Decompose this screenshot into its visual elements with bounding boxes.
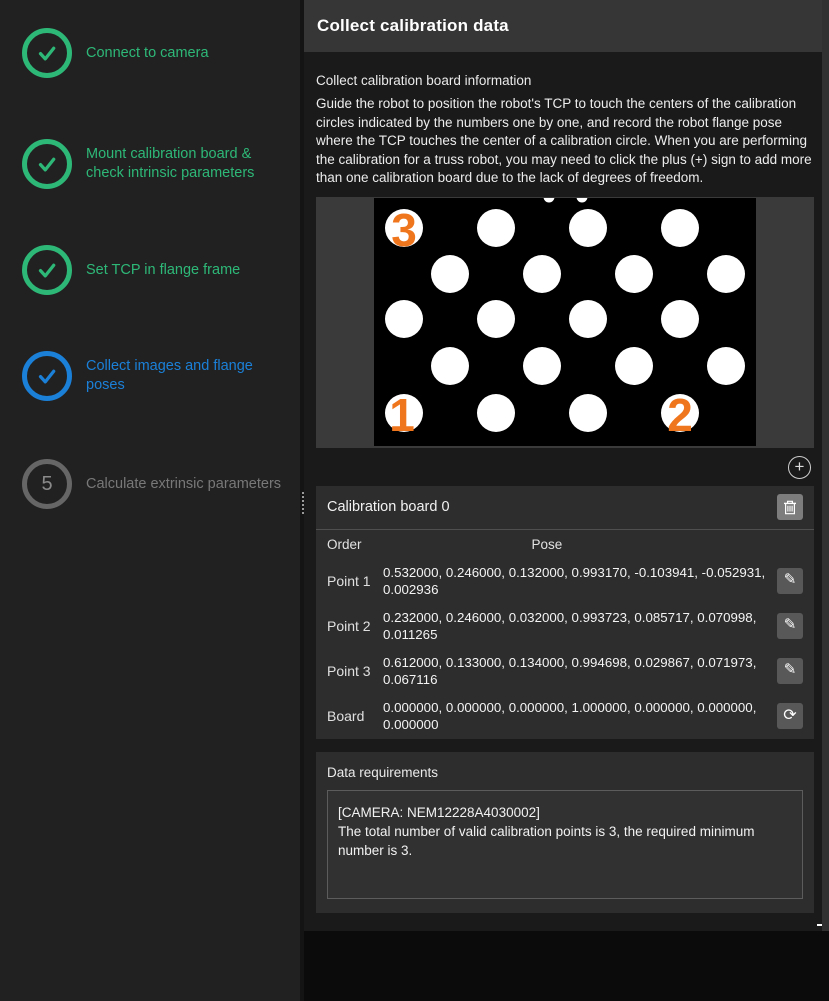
instructions-text: Guide the robot to position the robot's TCP to touch the centers of the calibration circles indicated by the numbers one by one, and record the robot flange pose where the TCP touches the center of a calibration circle. When you are performing the calibration for a truss robot, you may need to click the plus (+) sign to add more than one calibration board due to the lack of degrees of freedom.	[316, 96, 812, 185]
wizard-sidebar	[0, 0, 300, 1001]
data-requirements-box	[327, 790, 803, 899]
column-order: Order	[327, 536, 362, 552]
step-label: Calculate extrinsic parameters	[86, 475, 282, 492]
marker-2: 2	[667, 389, 693, 441]
camera-id-line: [CAMERA: NEM12228A4030002]	[338, 804, 540, 820]
step-label: Set TCP in flange frame	[86, 261, 241, 278]
row-label: Point 2	[327, 618, 371, 634]
panel-gap	[316, 739, 814, 752]
plus-icon: +	[794, 456, 805, 476]
add-board-button[interactable]	[788, 456, 811, 479]
step-label: Mount calibration board & check intrinsic parameters	[86, 146, 255, 181]
panel-content	[304, 73, 829, 913]
table-row-point-2	[316, 604, 814, 649]
edit-pose-button[interactable]	[777, 568, 803, 594]
step-collect-images[interactable]	[22, 351, 286, 401]
check-icon	[34, 257, 60, 283]
board-panel-title-row	[316, 486, 814, 529]
step-calculate-extrinsic[interactable]	[22, 459, 286, 509]
refresh-icon: ⟳	[783, 707, 797, 724]
calibration-board-image	[374, 198, 756, 446]
pose-value: 0.232000, 0.246000, 0.032000, 0.993723, 0.085717, 0.070998, 0.011265	[383, 610, 757, 642]
page-title: Collect calibration data	[317, 16, 509, 35]
table-row-board	[316, 694, 814, 739]
step-active-circle	[22, 351, 72, 401]
data-requirements-title: Data requirements	[327, 764, 439, 780]
step-label: Connect to camera	[86, 44, 209, 61]
step-number: 5	[41, 472, 53, 495]
step-done-circle	[22, 28, 72, 78]
step-pending-circle	[22, 459, 72, 509]
table-row-point-3	[316, 649, 814, 694]
step-done-circle	[22, 139, 72, 189]
step-connect-to-camera[interactable]	[22, 28, 286, 78]
row-label: Point 1	[327, 573, 371, 589]
pencil-icon: ✎	[783, 570, 797, 588]
table-column-headers	[316, 530, 814, 559]
step-done-circle	[22, 245, 72, 295]
collect-calibration-panel	[304, 0, 829, 931]
calibration-board-preview	[316, 197, 814, 448]
marker-3: 3	[391, 204, 417, 256]
delete-board-button[interactable]	[777, 494, 803, 520]
valid-points-line: The total number of valid calibration points is 3, the required minimum number is 3.	[338, 823, 755, 858]
check-icon	[34, 40, 60, 66]
reset-board-pose-button[interactable]	[777, 703, 803, 729]
pose-value: 0.612000, 0.133000, 0.134000, 0.994698, 0.029867, 0.071973, 0.067116	[383, 655, 757, 687]
check-icon	[34, 151, 60, 177]
pose-value: 0.532000, 0.246000, 0.132000, 0.993170, -0.103941, -0.052931, 0.002936	[383, 565, 766, 597]
table-row-point-1	[316, 559, 814, 604]
pose-value: 0.000000, 0.000000, 0.000000, 1.000000, 0.000000, 0.000000, 0.000000	[383, 700, 757, 732]
add-board-row	[316, 448, 814, 486]
row-label: Board	[327, 708, 365, 724]
check-icon	[34, 363, 60, 389]
marker-1: 1	[389, 389, 415, 441]
calibration-board-0-panel	[316, 486, 814, 739]
trash-icon	[783, 500, 797, 515]
board-panel-title: Calibration board 0	[327, 499, 450, 515]
data-requirements-panel	[316, 752, 814, 913]
edit-pose-button[interactable]	[777, 613, 803, 639]
pencil-icon: ✎	[783, 660, 797, 678]
edit-pose-button[interactable]	[777, 658, 803, 684]
step-mount-calibration-board[interactable]	[22, 139, 286, 189]
section-subtitle: Collect calibration board information	[316, 73, 532, 88]
vertical-scrollbar[interactable]	[822, 0, 829, 931]
step-set-tcp[interactable]	[22, 245, 286, 295]
panel-header	[304, 0, 829, 52]
step-label: Collect images and flange poses	[86, 358, 253, 393]
pencil-icon: ✎	[783, 615, 797, 633]
column-pose: Pose	[531, 536, 563, 552]
row-label: Point 3	[327, 663, 371, 679]
